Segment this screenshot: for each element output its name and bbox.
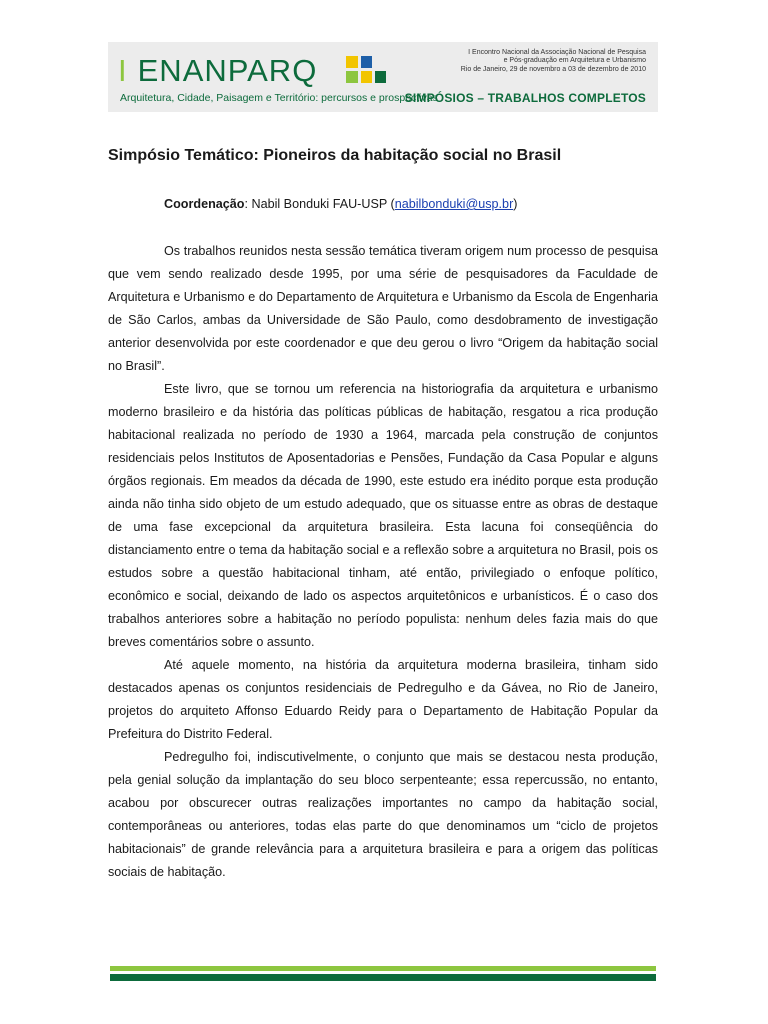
logo-wordmark (118, 54, 317, 88)
section-label: SIMPÓSIOS – TRABALHOS COMPLETOS (404, 91, 646, 105)
header-banner (108, 42, 658, 112)
paragraph: Até aquele momento, na história da arquitetura moderna brasileira, tinham sido destacados apenas os conjuntos residenciais de Pedregulho e da Gávea, no Rio de Janeiro, projetos do arquiteto Affonso Eduardo Reidy para o Departamento de Habitação Popular da Prefeitura do Distrito Federal. (108, 658, 658, 741)
coordination-suffix: ) (513, 197, 518, 211)
logo-tagline: Arquitetura, Cidade, Paisagem e Território: percursos e prospectivas (120, 92, 438, 104)
paragraph: Os trabalhos reunidos nesta sessão temática tiveram origem num processo de pesquisa que vem sendo realizado desde 1995, por uma série de pesquisadores da Faculdade de Arquitetura e Urbanismo e do Departamento de Arquitetura e Urbanismo da Escola de Engenharia de São Carlos, ambas da Universidade de São Paulo, como desdobramento de investigação anterior desenvolvida por este coordenador e que deu gerou o livro “Origem da habitação social no Brasil”. (108, 244, 658, 373)
logo-roman-numeral: I (118, 53, 128, 88)
body-text (108, 240, 658, 884)
coordination-separator: : (244, 197, 252, 211)
coordinator-name: Nabil Bonduki FAU-USP ( (251, 197, 395, 211)
paragraph: Este livro, que se tornou um referencia na historiografia da arquitetura e urbanismo moderno brasileiro e da história das políticas públicas de habitação, resgatou a rica produção habitacional realizada no período de 1930 a 1964, marcada pela construção de conjuntos residenciais pelos Institutos de Aposentadorias e Pensões, Fundação da Casa Popular e alguns órgãos regionais. Em meados da década de 1990, este estudo era inédito porque esta produção ainda não tinha sido objeto de um estudo adequado, que os situasse entre as obras de destaque de uma fase excepcional da arquitetura brasileira. Esta lacuna foi conseqüência do distanciamento entre o tema da habitação social e a reflexão sobre a arquitetura no Brasil, pois os estudos sobre a questão habitacional tinham, até então, privilegiado o enfoque político, econômico e social, deixando de lado os aspectos arquitetônicos e urbanísticos. É o caso dos trabalhos anteriores sobre a habitação no período populista: nenhum deles fazia mais do que breves comentários sobre o assunto. (108, 382, 658, 649)
event-info (396, 49, 646, 74)
logo-squares-icon (346, 56, 386, 86)
coordination-label: Coordenação (164, 197, 245, 211)
event-line: e Pós-graduação em Arquitetura e Urbanismo (503, 57, 646, 65)
footer-divider-dark (110, 974, 656, 981)
footer-divider-light (110, 966, 656, 971)
coordinator-email-link[interactable]: nabilbonduki@usp.br (394, 197, 514, 211)
coordination-line (164, 197, 517, 211)
page-title: Simpósio Temático: Pioneiros da habitação social no Brasil (108, 147, 562, 164)
paragraph: Pedregulho foi, indiscutivelmente, o conjunto que mais se destacou nesta produção, pela genial solução da implantação do seu bloco serpenteante; essa repercussão, no entanto, acabou por obscurecer outras realizações importantes no campo da habitação social, contemporâneas ou anteriores, todas elas parte do que denominamos um “ciclo de projetos habitacionais” de grande relevância para a arquitetura brasileira e para a origem das políticas sociais de habitação. (108, 750, 658, 879)
logo-name: ENANPARQ (137, 53, 318, 88)
event-line: Rio de Janeiro, 29 de novembro a 03 de dezembro de 2010 (460, 65, 646, 73)
event-line: I Encontro Nacional da Associação Nacional de Pesquisa (468, 49, 646, 56)
